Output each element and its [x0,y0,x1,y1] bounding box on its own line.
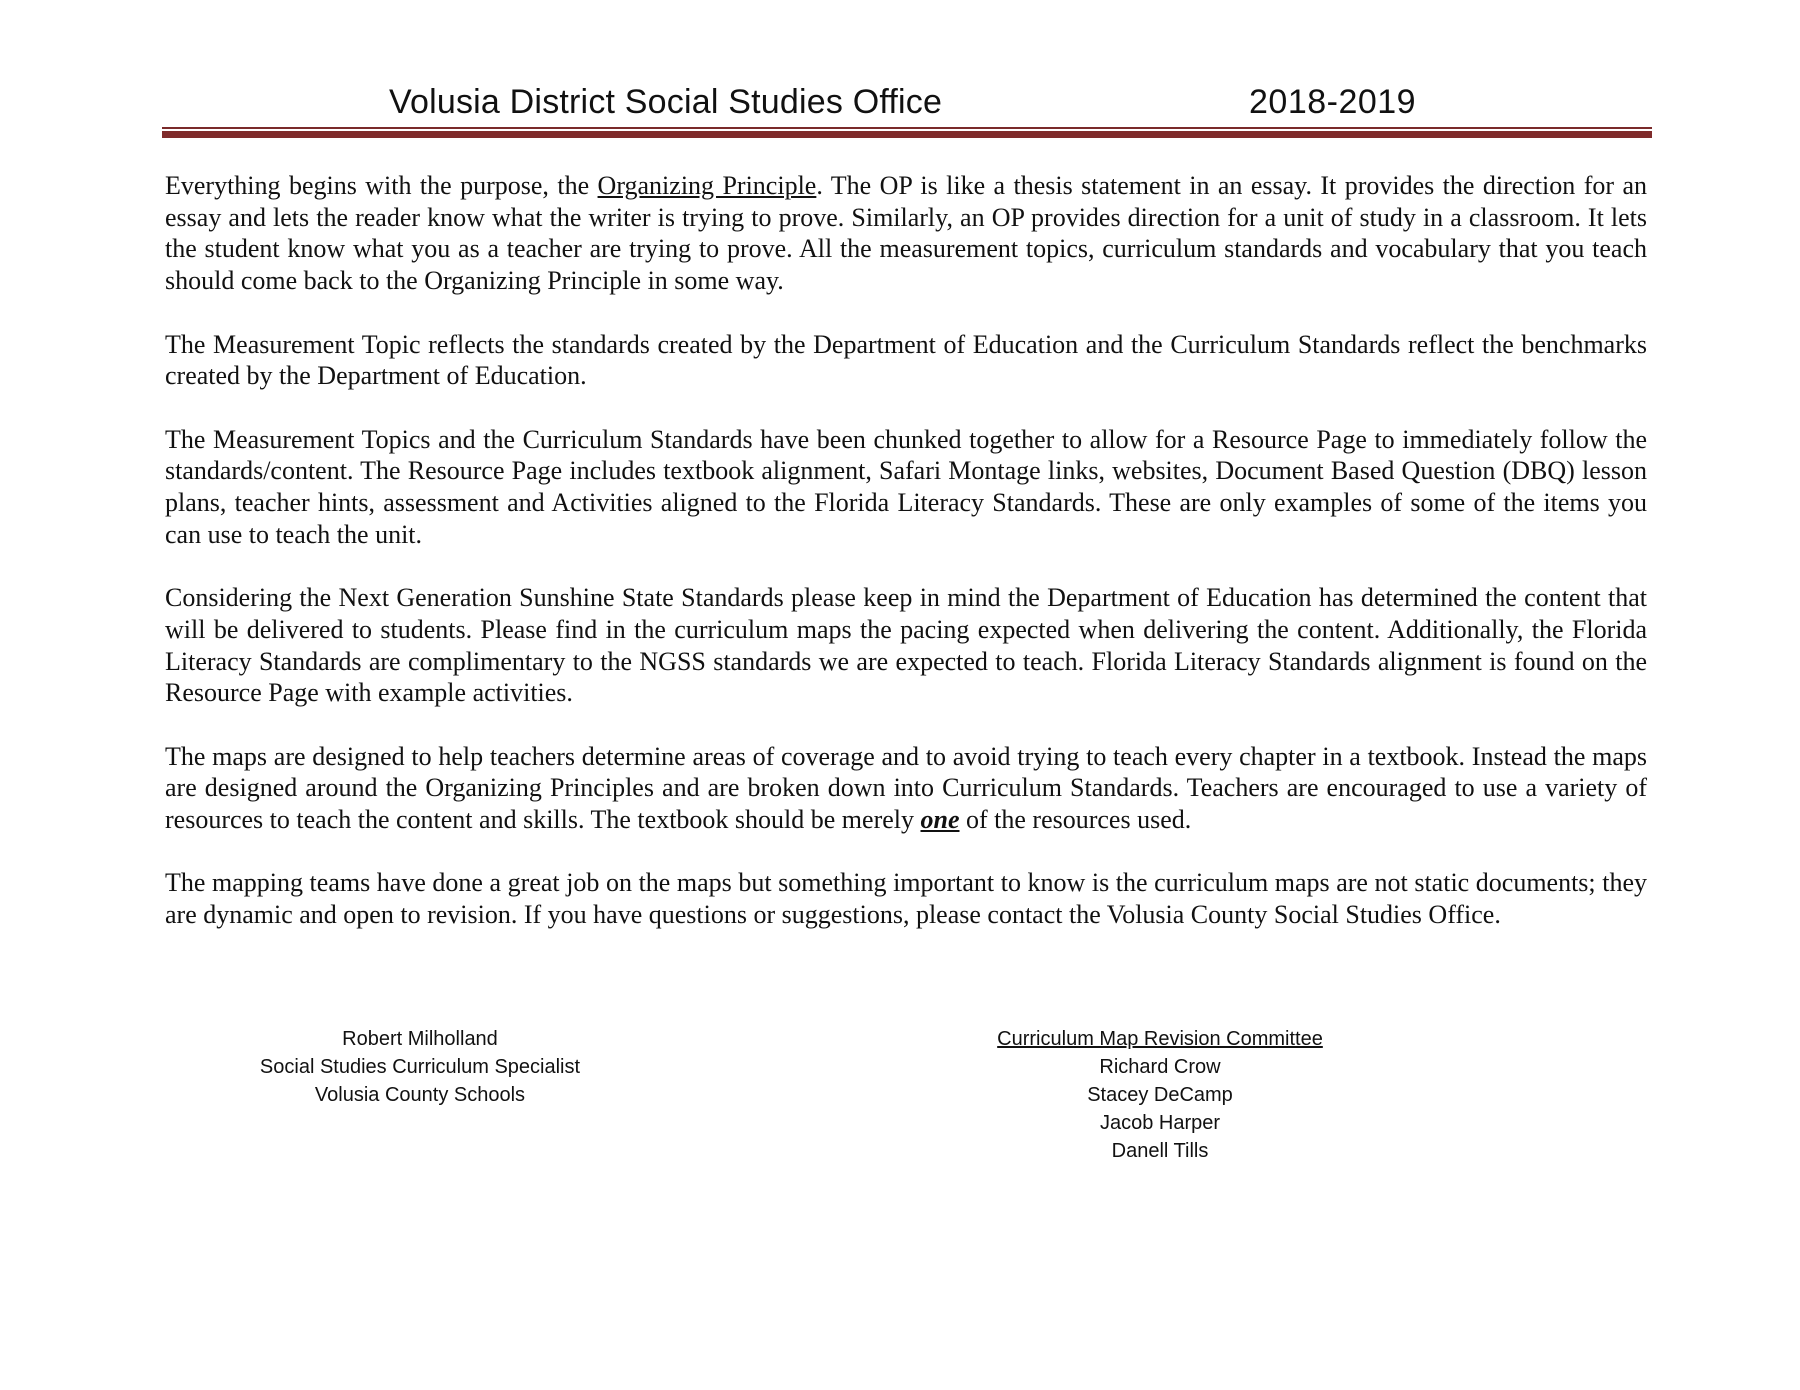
committee-member: Danell Tills [1111,1140,1209,1162]
specialist-role: Social Studies Curriculum Specialist [259,1056,581,1078]
header-title: Volusia District Social Studies Office [389,83,943,121]
body-text [165,170,1647,962]
committee-member: Stacey DeCamp [1087,1084,1233,1106]
paragraph-maps-design [165,741,1647,836]
organizing-principle-term: Organizing Principle [597,171,817,200]
header-year: 2018-2019 [1249,83,1417,121]
paragraph-ngsss: Considering the Next Generation Sunshine State Standards please keep in mind the Department of Education has determined the content that will be delivered to students. Please find in the curriculum maps the pacing expected when delivering the content. Additionally, the Florida Literacy Standards are complimentary to the NGSS standards we are expected to teach. Florida Literacy Standards alignment is found on the Resource Page with example activities. [165,583,1647,708]
header-rule-thick [162,131,1652,138]
page-header [162,82,1652,132]
emphasis-one: one [920,805,960,834]
committee-member: Jacob Harper [1099,1112,1221,1134]
paragraph-measurement-topic: The Measurement Topic reflects the standards created by the Department of Education and the Curriculum Standards reflect the benchmarks created by the Department of Education. [165,329,1647,391]
paragraph-1-post: . The OP is like a thesis statement in an essay. It provides the direction for an essay and lets the reader know what the writer is trying to prove. Similarly, an OP provides direction for a unit of study in a classroom. It lets the student know what you as a teacher are trying to prove. All the measurement topics, curriculum standards and vocabulary that you teach should come back to the Organizing Principle in some way. [165,171,1647,296]
specialist-name: Robert Milholland [342,1028,498,1050]
specialist-org: Volusia County Schools [314,1084,526,1106]
signature-committee [980,1025,1340,1165]
header-rule-thin [162,127,1652,129]
paragraph-5-post: of the resources used. [959,805,1192,834]
paragraph-organizing-principle [165,170,1647,297]
committee-member: Richard Crow [1099,1056,1221,1078]
signature-specialist [250,1025,590,1109]
paragraph-resource-page: The Measurement Topics and the Curriculum Standards have been chunked together to allow for a Resource Page to immediately follow the standards/content. The Resource Page includes textbook alignment, Safari Montage links, websites, Document Based Question (DBQ) lesson plans, teacher hints, assessment and Activities aligned to the Florida Literacy Standards. These are only examples of some of the items you can use to teach the unit. [165,424,1647,549]
paragraph-5-pre: The maps are designed to help teachers determine areas of coverage and to avoid trying to teach every chapter in a textbook. Instead the maps are designed around the Organizing Principles and are broken down into Curriculum Standards. Teachers are encouraged to use a variety of resources to teach the content and skills. The textbook should be merely [165,741,1647,834]
paragraph-mapping-teams: The mapping teams have done a great job on the maps but something important to know is the curriculum maps are not static documents; they are dynamic and open to revision. If you have questions or suggestions, please contact the Volusia County Social Studies Office. [165,868,1647,930]
paragraph-1-pre: Everything begins with the purpose, the [165,171,598,200]
committee-heading: Curriculum Map Revision Committee [997,1028,1323,1050]
